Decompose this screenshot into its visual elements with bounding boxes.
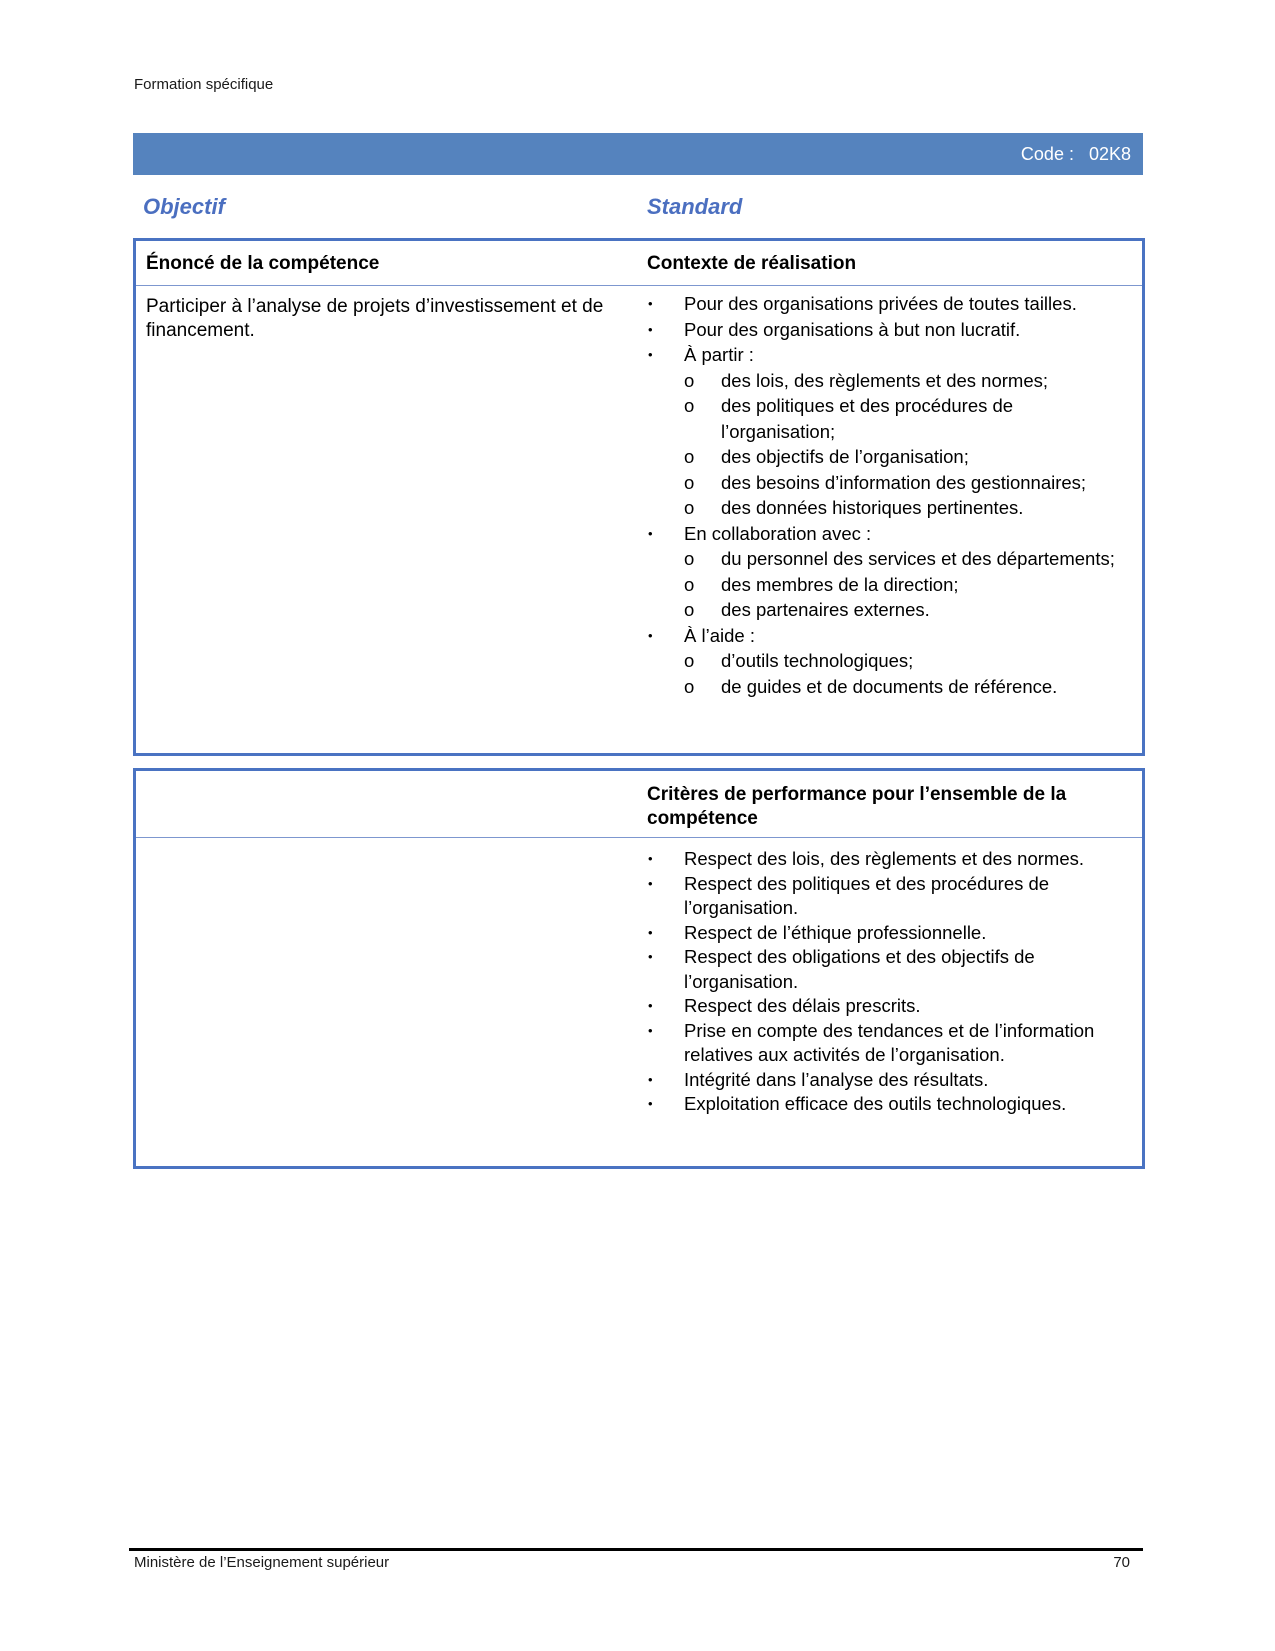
contexte-subitem [684, 597, 1127, 623]
contexte-subitem [684, 572, 1127, 598]
criterion-item [647, 1068, 1117, 1093]
criterion-item [647, 945, 1117, 994]
bullet-icon: • [648, 296, 653, 311]
contexte-item-text: En collaboration avec : [684, 522, 872, 544]
sub-bullet-icon: o [684, 650, 695, 671]
contexte-item [647, 317, 1127, 343]
criterion-text: Respect des délais prescrits. [684, 995, 921, 1016]
contexte-subitem [684, 546, 1127, 572]
header-label: Formation spécifique [134, 76, 274, 93]
criterion-item [647, 1092, 1117, 1117]
criterion-item [647, 1019, 1117, 1068]
contexte-subitem-text: d’outils technologiques; [721, 650, 914, 671]
bullet-icon: • [648, 851, 653, 866]
bullet-icon: • [648, 347, 653, 362]
contexte-subitem-text: des objectifs de l’organisation; [721, 446, 969, 467]
contexte-subitem [684, 444, 1127, 470]
bullet-icon: • [648, 1071, 653, 1087]
contexte-item-text: À partir : [684, 344, 754, 365]
performance-box [133, 768, 1145, 1169]
criterion-text: Intégrité dans l’analyse des résultats. [684, 1068, 989, 1090]
bullet-icon: • [648, 321, 653, 337]
criterion-text: Prise en compte des tendances et de l’information relatives aux activités de l’organisation. [684, 1019, 1095, 1065]
sub-bullet-icon: o [684, 446, 695, 467]
objectif-heading: Objectif [143, 194, 225, 219]
criterion-text: Respect de l’éthique professionnelle. [684, 921, 987, 943]
contexte-subitem [684, 368, 1127, 394]
criterion-item [647, 872, 1117, 921]
contexte-subitem-text: des partenaires externes. [721, 599, 930, 620]
sub-bullet-icon: o [684, 573, 695, 595]
contexte-list [647, 291, 1127, 699]
bullet-icon: • [648, 998, 653, 1013]
code-band [133, 133, 1143, 175]
performance-box-header [136, 771, 1142, 838]
contexte-subitem-text: des besoins d’information des gestionnaires; [721, 471, 1087, 493]
contexte-subitem-text: de guides et de documents de référence. [721, 675, 1058, 697]
criterion-item [647, 921, 1117, 946]
contexte-item [647, 342, 1127, 521]
sub-bullet-icon: o [684, 497, 695, 518]
enonce-text: Participer à l’analyse de projets d’investissement et de financement. [146, 296, 604, 341]
criterion-text: Respect des obligations et des objectifs de l’organisation. [684, 946, 1035, 992]
sub-bullet-icon: o [684, 599, 695, 620]
criteria-list [647, 847, 1117, 1117]
bullet-icon: • [648, 1022, 653, 1038]
contexte-subitem [684, 393, 1127, 444]
competency-code: Code : 02K8 [1020, 144, 1131, 164]
bullet-icon: • [648, 627, 653, 643]
contexte-title: Contexte de réalisation [647, 253, 857, 274]
criterion-item [647, 994, 1117, 1019]
contexte-subitem-text: des données historiques pertinentes. [721, 497, 1024, 518]
bullet-icon: • [648, 924, 653, 940]
contexte-subitem-text: du personnel des services et des départements; [721, 548, 1115, 569]
contexte-subitem-text: des lois, des règlements et des normes; [721, 369, 1048, 391]
contexte-subitem [684, 648, 1127, 674]
sub-bullet-icon: o [684, 369, 695, 391]
criterion-text: Respect des politiques et des procédures de l’organisation. [684, 872, 1050, 918]
footer-ministry: Ministère de l’Enseignement supérieur [134, 1554, 390, 1571]
contexte-subitem-text: des politiques et des procédures de l’organisation; [721, 395, 1014, 442]
sub-bullet-icon: o [684, 548, 695, 569]
contexte-subitem [684, 495, 1127, 521]
competence-box [133, 238, 1145, 756]
bullet-icon: • [648, 949, 653, 964]
bullet-icon: • [648, 1096, 653, 1111]
bullet-icon: • [648, 525, 653, 541]
sub-bullet-icon: o [684, 471, 695, 493]
criterion-item [647, 847, 1117, 872]
standard-heading: Standard [647, 194, 743, 219]
performance-title: Critères de performance pour l’ensemble de la compétence [647, 784, 1067, 829]
contexte-item-text: À l’aide : [684, 624, 755, 646]
enonce-title: Énoncé de la compétence [146, 253, 380, 274]
footer-rule [129, 1548, 1143, 1551]
contexte-item [647, 291, 1127, 317]
contexte-subitem [684, 470, 1127, 496]
contexte-subitem-text: des membres de la direction; [721, 573, 959, 595]
contexte-item-text: Pour des organisations privées de toutes tailles. [684, 293, 1077, 314]
competence-box-header [136, 241, 1142, 286]
page-number: 70 [1113, 1554, 1130, 1571]
criterion-text: Respect des lois, des règlements et des normes. [684, 848, 1084, 869]
sub-bullet-icon: o [684, 395, 695, 416]
sub-bullet-icon: o [684, 675, 695, 697]
criterion-text: Exploitation efficace des outils technologiques. [684, 1093, 1067, 1114]
contexte-item [647, 623, 1127, 700]
contexte-item [647, 521, 1127, 623]
bullet-icon: • [648, 875, 653, 891]
contexte-subitem [684, 674, 1127, 700]
contexte-item-text: Pour des organisations à but non lucratif. [684, 318, 1021, 340]
